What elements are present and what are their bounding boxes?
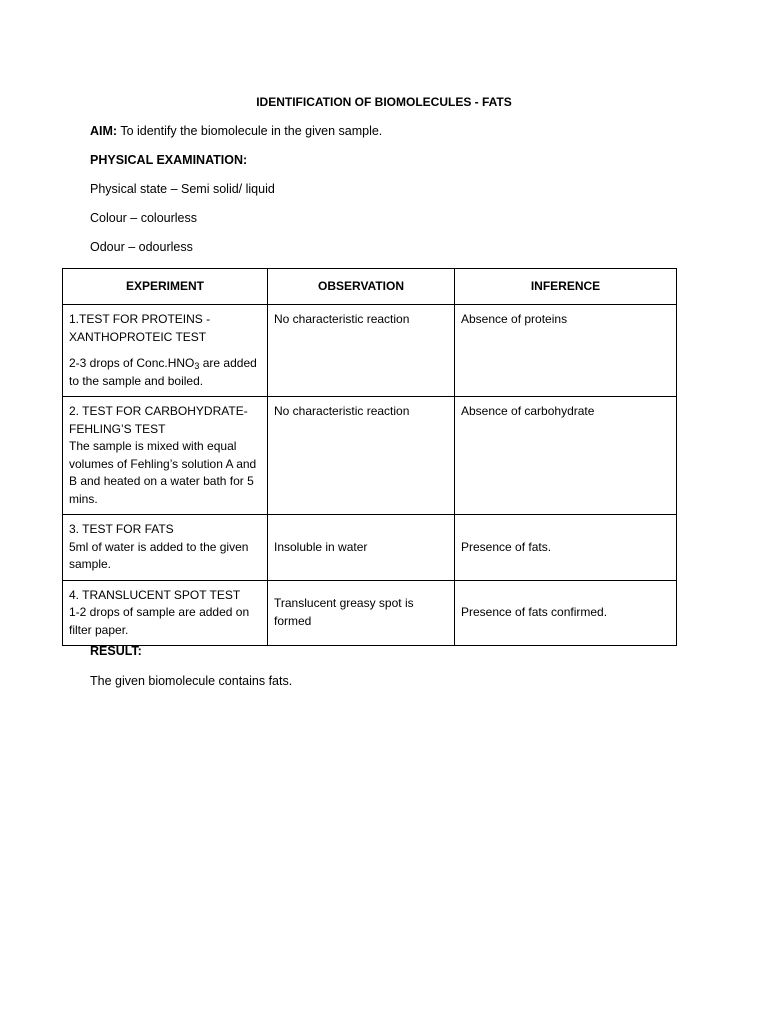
experiment-cell	[63, 397, 268, 515]
result-text: The given biomolecule contains fats.	[90, 674, 293, 688]
observation-cell: Translucent greasy spot is formed	[268, 580, 455, 646]
header-experiment: EXPERIMENT	[63, 269, 268, 305]
experiment-title: 3. TEST FOR FATS	[69, 522, 174, 536]
inference-cell: Presence of fats.	[455, 515, 677, 581]
experiment-procedure: The sample is mixed with equal volumes of Fehling’s solution A and B and heated on a water bath for 5 mins.	[69, 439, 257, 506]
table-row	[63, 515, 677, 581]
inference-cell: Presence of fats confirmed.	[455, 580, 677, 646]
experiment-subtitle: XANTHOPROTEIC TEST	[69, 329, 207, 344]
experiment-title: 4. TRANSLUCENT SPOT TEST	[69, 587, 241, 602]
aim-text: To identify the biomolecule in the given sample.	[117, 124, 383, 138]
experiment-table	[62, 268, 677, 646]
aim-line	[90, 124, 382, 138]
header-observation: OBSERVATION	[268, 269, 455, 305]
experiment-subtitle: FEHLING’S TEST	[69, 421, 166, 436]
header-inference: INFERENCE	[455, 269, 677, 305]
experiment-cell	[63, 305, 268, 397]
table-row	[63, 580, 677, 646]
physical-examination-heading: PHYSICAL EXAMINATION:	[90, 153, 248, 167]
inference-cell: Absence of proteins	[455, 305, 677, 397]
experiment-procedure: 2-3 drops of $Conc.HNO_3$ are added to the sample and boiled.	[69, 356, 257, 388]
observation-cell: No characteristic reaction	[268, 397, 455, 515]
physical-state-line: Physical state – Semi solid/ liquid	[90, 182, 275, 196]
table-row	[63, 305, 677, 397]
result-heading: RESULT:	[90, 644, 142, 658]
colour-line: Colour – colourless	[90, 211, 197, 225]
odour-line: Odour – odourless	[90, 240, 193, 254]
table-header-row	[63, 269, 677, 305]
inference-cell: Absence of carbohydrate	[455, 397, 677, 515]
document-title: IDENTIFICATION OF BIOMOLECULES - FATS	[256, 95, 512, 109]
experiment-procedure: 1-2 drops of sample are added on filter paper.	[69, 605, 250, 637]
observation-cell: No characteristic reaction	[268, 305, 455, 397]
aim-label: AIM:	[90, 124, 118, 138]
table-row	[63, 397, 677, 515]
experiment-cell	[63, 515, 268, 581]
experiment-title: 2. TEST FOR CARBOHYDRATE-	[69, 404, 248, 418]
experiment-cell	[63, 580, 268, 646]
observation-cell: Insoluble in water	[268, 515, 455, 581]
experiment-title: 1.TEST FOR PROTEINS -	[69, 312, 211, 326]
experiment-procedure: 5ml of water is added to the given sample.	[69, 539, 249, 571]
